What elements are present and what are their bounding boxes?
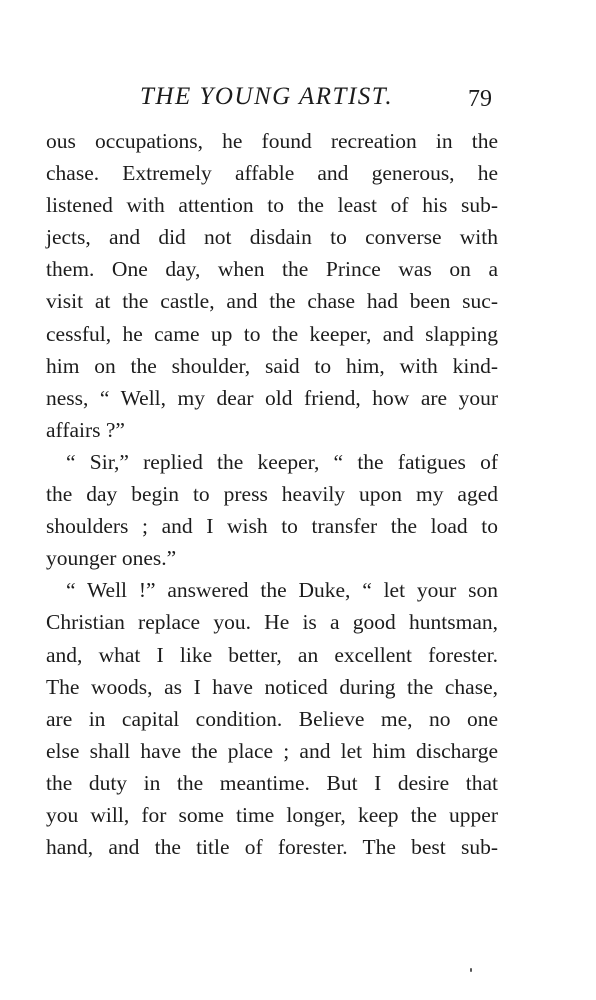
text-line: ness, “ Well, my dear old friend, how are your	[46, 385, 498, 410]
text-line: listened with attention to the least of his sub-	[46, 193, 498, 218]
text-line: are in capital condition. Believe me, no one	[46, 706, 498, 731]
text-line: else shall have the place ; and let him discharge	[46, 738, 498, 763]
body-text	[46, 125, 498, 863]
text-line: affairs ?”	[46, 417, 125, 442]
text-line: Christian replace you. He is a good huntsman,	[46, 610, 498, 635]
text-line: him on the shoulder, said to him, with kind-	[46, 353, 498, 378]
text-line: you will, for some time longer, keep the upper	[46, 802, 498, 827]
text-line: the day begin to press heavily upon my aged	[46, 482, 498, 507]
text-line: younger ones.”	[46, 546, 177, 571]
running-title: THE YOUNG ARTIST.	[140, 83, 394, 110]
text-line: “ Sir,” replied the keeper, “ the fatigues of	[66, 449, 498, 474]
text-line: and, what I like better, an excellent forester.	[46, 642, 498, 667]
text-line: visit at the castle, and the chase had been suc-	[46, 289, 498, 314]
text-line: cessful, he came up to the keeper, and slapping	[46, 321, 498, 346]
text-line: ous occupations, he found recreation in the	[46, 129, 498, 153]
text-line: the duty in the meantime. But I desire that	[46, 770, 498, 795]
text-line: “ Well !” answered the Duke, “ let your son	[66, 578, 498, 603]
paper-speck	[470, 968, 472, 972]
page-number: 79	[468, 86, 492, 112]
text-line: hand, and the title of forester. The best sub-	[46, 835, 498, 860]
running-head	[0, 80, 596, 114]
text-line: jects, and did not disdain to converse with	[46, 225, 498, 250]
text-line: chase. Extremely affable and generous, he	[46, 161, 498, 186]
text-line: them. One day, when the Prince was on a	[46, 257, 498, 282]
text-line: shoulders ; and I wish to transfer the load to	[46, 514, 498, 539]
text-line: The woods, as I have noticed during the chase,	[46, 674, 498, 699]
